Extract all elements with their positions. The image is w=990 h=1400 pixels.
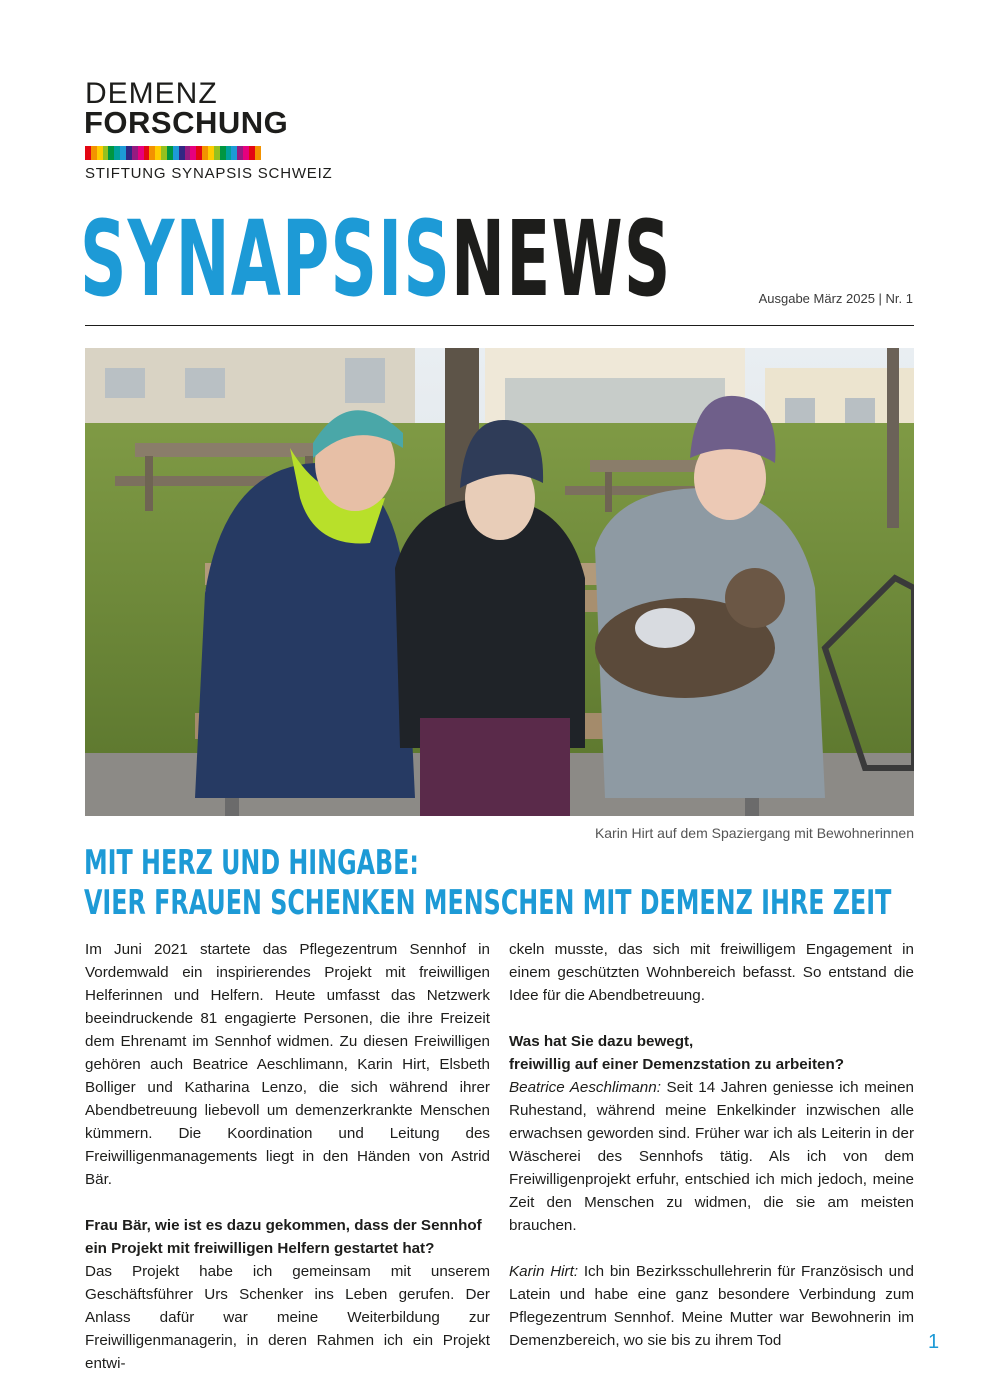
interview-answer-3 xyxy=(509,1260,914,1352)
issue-label: Ausgabe März 2025 | Nr. 1 xyxy=(758,291,913,306)
logo-line-demenz: DEMENZ xyxy=(85,77,218,110)
interview-question-1: Frau Bär, wie ist es dazu gekommen, dass der Sennhof ein Projekt mit freiwilligen Helfern gestartet hat? xyxy=(85,1217,482,1257)
logo-color-stripe xyxy=(85,146,261,160)
photo-caption: Karin Hirt auf dem Spaziergang mit Bewohnerinnen xyxy=(594,825,914,841)
article-headline xyxy=(84,843,914,923)
page-number: 1 xyxy=(928,1331,940,1353)
speaker-karin: Karin Hirt: xyxy=(509,1263,579,1280)
logo-stripe-segment xyxy=(255,146,261,160)
person-middle-trousers xyxy=(420,718,570,816)
answer-3-text: Ich bin Bezirksschullehrerin für Französisch und Latein und habe eine ganz besondere Verbindung zum Pflegezentrum Sennhof. Meine Mutter war Bewohnerin im Demenzbereich, wo sie bis zu ihrem Tod xyxy=(509,1263,914,1349)
speaker-beatrice: Beatrice Aeschlimann: xyxy=(509,1079,661,1096)
answer-continuation: ckeln musste, das sich mit freiwilligem Engagement in einem geschützten Wohnbereich befasst. So entstand die Idee für die Abendbetreuung. xyxy=(509,941,914,1004)
interview-question-2-line-2: freiwillig auf einer Demenzstation zu arbeiten? xyxy=(509,1056,845,1073)
logo-line-forschung: FORSCHUNG xyxy=(84,105,289,140)
article-column-left xyxy=(85,938,490,1375)
headline-line-1: MIT HERZ UND HINGABE: xyxy=(84,843,419,883)
article-intro: Im Juni 2021 startete das Pflegezentrum Sennhof in Vordemwald ein inspirierendes Projekt mit freiwilligen Helferinnen und Helfern. Heute umfasst das Netzwerk beeindruckende 81 engagierte Personen, die ihre Freizeit dem Ehrenamt im Sennhof widmen. Zu diesen Freiwilligen gehören auch Beatrice Aeschlimann, Karin Hirt, Elsbeth Bolliger und Katharina Lenzo, die sich während ihrer Abendbetreuung liebevoll um demenzerkrankte Menschen kümmern. Die Koordination und Leitung des Freiwilligenmanagements liegt in den Händen von Astrid Bär. xyxy=(85,941,490,1188)
masthead-title xyxy=(80,198,672,320)
article-column-right xyxy=(509,938,914,1352)
glove xyxy=(635,608,695,648)
interview-question-2-line-1: Was hat Sie dazu bewegt, xyxy=(509,1033,694,1050)
logo-subtitle: STIFTUNG SYNAPSIS SCHWEIZ xyxy=(85,165,333,182)
answer-2-text: Seit 14 Jahren geniesse ich meinen Ruhestand, während meine Enkelkinder inzwischen alle erwachsen geworden sind. Früher war ich als Leiterin in der Wäscherei des Sennhofs tätig. Als ich von dem Freiwilligenprojekt erfuhr, entschied ich mich jedoch, meine Zeit den Menschen zu widmen, die sie am meisten brauchen. xyxy=(509,1079,914,1234)
cover-photo xyxy=(85,348,914,816)
interview-answer-1: Das Projekt habe ich gemeinsam mit unserem Geschäftsführer Urs Schenker ins Leben gerufen. Der Anlass dafür war meine Weiterbildung zur Freiwilligenmanagerin, in deren Rahmen ich ein Projekt entwi- xyxy=(85,1263,490,1372)
masthead-synapsis: SYNAPSIS xyxy=(80,198,452,320)
headline-line-2: VIER FRAUEN SCHENKEN MENSCHEN MIT DEMENZ IHRE ZEIT xyxy=(84,883,892,923)
interview-answer-2 xyxy=(509,1076,914,1237)
masthead-news: NEWS xyxy=(451,198,672,320)
header-divider xyxy=(85,325,914,326)
